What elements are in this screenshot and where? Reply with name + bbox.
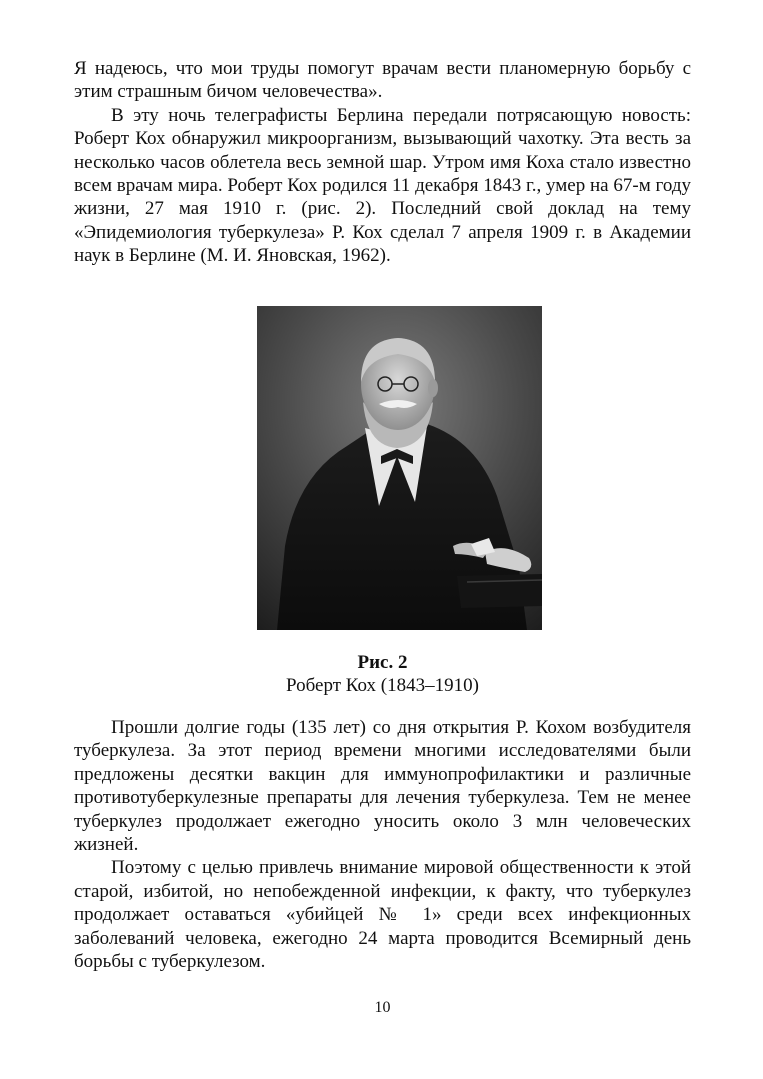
document-page xyxy=(74,0,691,1079)
paragraph-years-passed: Прошли долгие годы (135 лет) со дня открытия Р. Кохом возбудителя туберкулеза. За этот период времени многими исследователями были предложены десятки вакцин для иммунопрофилактики и различные противотуберкулезные препараты для лечения туберкулеза. Тем не менее туберкулез продолжает ежегодно уносить около 3 млн человеческих жизней. xyxy=(74,717,691,856)
text-block-top xyxy=(74,57,691,268)
figure-caption xyxy=(74,651,691,697)
figure-title: Рис. 2 xyxy=(357,652,408,673)
portrait-photo xyxy=(257,306,542,630)
paragraph-quote-end: Я надеюсь, что мои труды помогут врачам вести планомерную борьбу с этим страшным бичом человечества». xyxy=(74,58,691,103)
text-block-bottom xyxy=(74,716,691,973)
paragraph-world-tb-day: Поэтому с целью привлечь внимание мировой общественности к этой старой, избитой, но непобежденной инфекции, к факту, что туберкулез продолжает оставаться «убийцей № 1» среди всех инфекционных заболеваний человека, ежегодно 24 марта проводится Всемирный день борьбы с туберкулезом. xyxy=(74,857,691,973)
figure-subtitle: Роберт Кох (1843–1910) xyxy=(286,675,479,696)
paragraph-koch-discovery: В эту ночь телеграфисты Берлина передали потрясающую новость: Роберт Кох обнаружил микроорганизм, вызывающий чахотку. Эта весть за несколько часов облетела весь земной шар. Утром имя Коха стало известно всем врачам мира. Роберт Кох родился 11 декабря 1843 г., умер на 67-м году жизни, 27 мая 1910 г. (рис. 2). Последний свой доклад на тему «Эпидемиология туберкулеза» Р. Кох сделал 7 апреля 1909 г. в Академии наук в Берлине (М. И. Яновская, 1962). xyxy=(74,104,691,267)
page-number: 10 xyxy=(374,999,391,1016)
